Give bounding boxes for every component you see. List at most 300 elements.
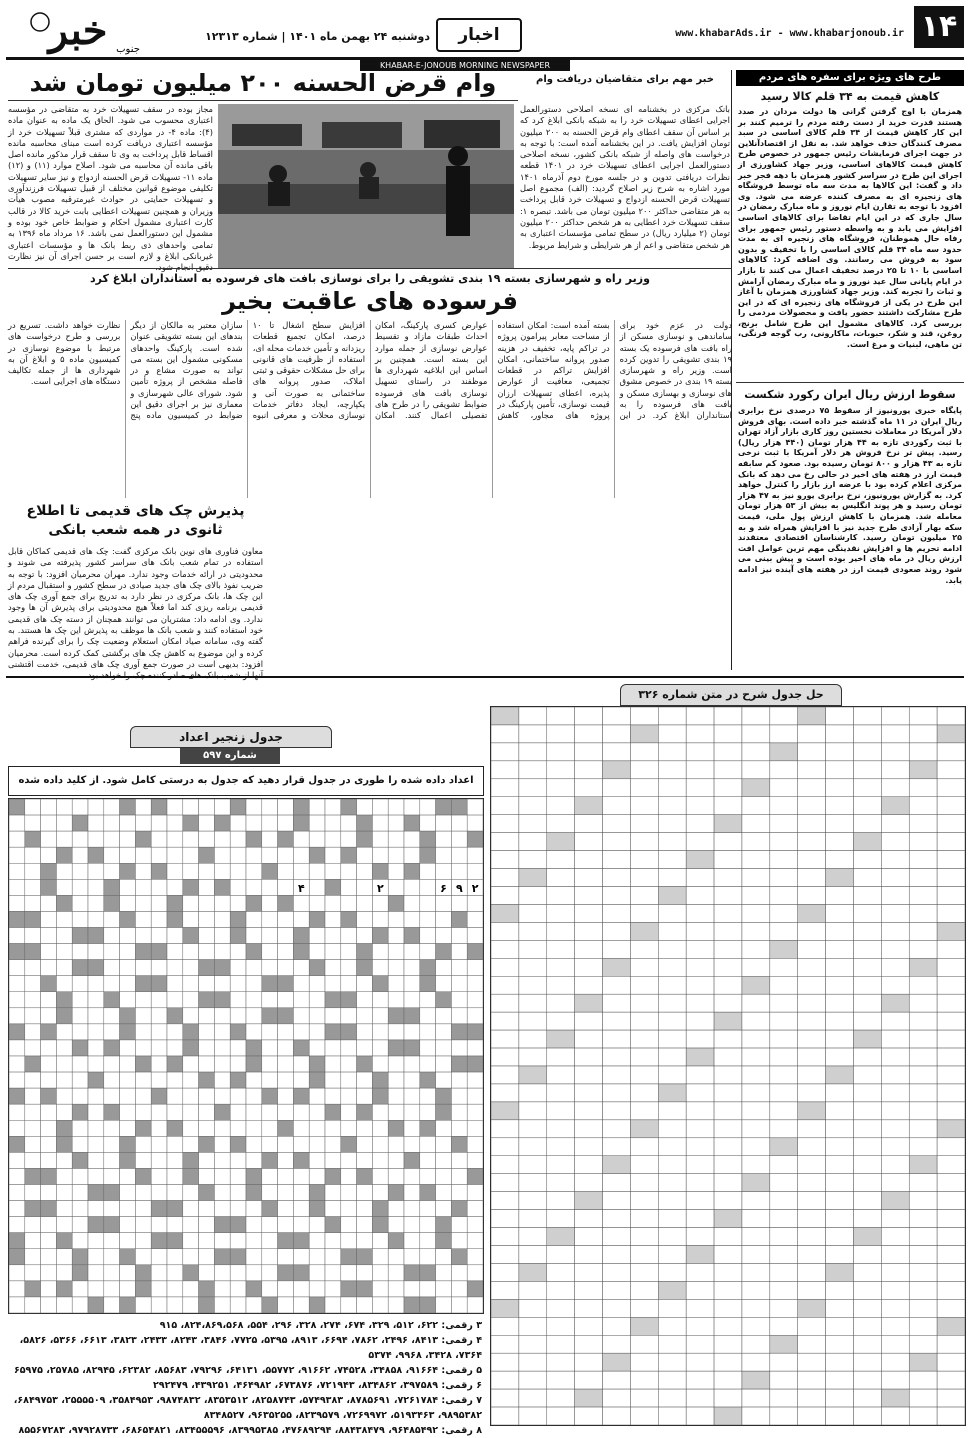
crossword-cell: [881, 797, 909, 815]
number-chain-cell: [436, 1008, 452, 1024]
crossword-cell: [937, 851, 965, 869]
crossword-cell: [519, 833, 547, 851]
crossword-cell: [575, 1263, 603, 1281]
crossword-cell: [630, 833, 658, 851]
number-chain-cell: [309, 911, 325, 927]
number-chain-cell: [246, 1201, 262, 1217]
crossword-cell: [909, 922, 937, 940]
crossword-cell: [742, 1335, 770, 1353]
number-chain-cell: [467, 928, 483, 944]
number-chain-grid[interactable]: [8, 798, 484, 1314]
number-chain-cell: [293, 815, 309, 831]
crossword-cell: [742, 1353, 770, 1371]
crossword-cell: [575, 1371, 603, 1389]
number-chain-cell: [25, 1217, 41, 1233]
crossword-cell: [658, 976, 686, 994]
number-chain-cell: [246, 1152, 262, 1168]
number-chain-cell: [9, 992, 25, 1008]
number-chain-cell: [293, 1265, 309, 1281]
number-chain-cell: [25, 1072, 41, 1088]
crossword-cell: [881, 851, 909, 869]
crossword-cell: [519, 797, 547, 815]
number-chain-cell: [104, 1056, 120, 1072]
number-chain-cell: [278, 1104, 294, 1120]
number-chain-cell: [246, 928, 262, 944]
crossword-cell: [826, 1407, 854, 1425]
number-chain-cell: [309, 879, 325, 895]
number-chain-cell: [451, 944, 467, 960]
number-chain-cell: [199, 1217, 215, 1233]
crossword-cell: [853, 1012, 881, 1030]
crossword-cell: [575, 797, 603, 815]
number-chain-cell: [420, 1265, 436, 1281]
crossword-cell: [630, 1156, 658, 1174]
number-chain-cell: [341, 992, 357, 1008]
crossword-cell: [881, 1353, 909, 1371]
crossword-cell: [881, 707, 909, 725]
number-chain-cell: [451, 1152, 467, 1168]
number-chain-cell: [262, 1233, 278, 1249]
number-chain-cell: [41, 1088, 57, 1104]
crossword-cell: [853, 1066, 881, 1084]
crossword-cell: [770, 1389, 798, 1407]
crossword-cell: [630, 1210, 658, 1228]
number-chain-cell: [56, 1249, 72, 1265]
crossword-cell: [853, 1156, 881, 1174]
crossword-cell: [491, 1317, 519, 1335]
number-chain-cell: [293, 1217, 309, 1233]
number-chain-cell: [104, 992, 120, 1008]
number-chain-cell: [309, 1168, 325, 1184]
crossword-cell: [603, 904, 631, 922]
number-chain-cell: [199, 1120, 215, 1136]
number-chain-cell: [135, 1024, 151, 1040]
number-chain-cell: [25, 1008, 41, 1024]
number-chain-cell: [151, 911, 167, 927]
number-chain-cell: [388, 1136, 404, 1152]
crossword-cell: [909, 797, 937, 815]
number-chain-cell: [404, 815, 420, 831]
number-chain-cell: [120, 831, 136, 847]
number-chain-cell: [436, 799, 452, 815]
crossword-cell: [770, 851, 798, 869]
number-chain-cell: [25, 831, 41, 847]
given-digit: ۹: [455, 881, 463, 895]
crossword-cell: [881, 887, 909, 905]
number-chain-cell: [467, 1120, 483, 1136]
number-chain-cell: [293, 1008, 309, 1024]
crossword-cell: [770, 1335, 798, 1353]
number-chain-cell: [214, 992, 230, 1008]
crossword-cell: [686, 1299, 714, 1317]
number-chain-cell: [120, 976, 136, 992]
number-chain-cell: [325, 1088, 341, 1104]
number-chain-cell: [388, 1088, 404, 1104]
number-chain-cell: [388, 863, 404, 879]
number-chain-cell: [246, 847, 262, 863]
crossword-cell: [770, 1407, 798, 1425]
number-chain-cell: [357, 1056, 373, 1072]
crossword-cell: [881, 1174, 909, 1192]
number-chain-cell: [325, 1281, 341, 1297]
crossword-cell: [519, 1102, 547, 1120]
number-chain-cell: [183, 863, 199, 879]
number-chain-cell: [467, 1201, 483, 1217]
number-chain-cell: [104, 1136, 120, 1152]
crossword-cell: [575, 707, 603, 725]
number-chain-cell: [214, 944, 230, 960]
crossword-cell: [575, 1066, 603, 1084]
number-chain-cell: [9, 1136, 25, 1152]
crossword-cell: [547, 815, 575, 833]
number-chain-cell: [309, 831, 325, 847]
number-chain-cell: [278, 1265, 294, 1281]
number-chain-cell: [151, 944, 167, 960]
number-chain-cell: [135, 960, 151, 976]
crossword-cell: [853, 1335, 881, 1353]
number-chain-cell: [436, 976, 452, 992]
crossword-cell: [853, 1048, 881, 1066]
crossword-cell: [714, 707, 742, 725]
number-chain-cell: [246, 1265, 262, 1281]
number-chain-cell: [88, 928, 104, 944]
crossword-cell: [686, 1174, 714, 1192]
number-chain-cell: [388, 944, 404, 960]
number-chain-cell: [214, 1120, 230, 1136]
crossword-cell: [686, 940, 714, 958]
number-chain-cell: [167, 928, 183, 944]
right-kicker: طرح های ویژه برای سفره های مردم: [736, 70, 964, 86]
number-chain-cell: [214, 1056, 230, 1072]
crossword-cell: [686, 994, 714, 1012]
number-chain-cell: [278, 1056, 294, 1072]
number-chain-cell: [72, 976, 88, 992]
crossword-cell: [630, 1353, 658, 1371]
number-chain-cell: [436, 1024, 452, 1040]
crossword-cell: [575, 869, 603, 887]
number-chain-cell: [88, 1217, 104, 1233]
crossword-cell: [658, 1389, 686, 1407]
crossword-cell: [714, 940, 742, 958]
crossword-cell: [575, 1120, 603, 1138]
crossword-cell: [603, 1371, 631, 1389]
number-chain-cell: [183, 1249, 199, 1265]
number-chain-cell: [88, 1297, 104, 1313]
crossword-cell: [575, 904, 603, 922]
crossword-cell: [853, 904, 881, 922]
crossword-cell: [937, 1317, 965, 1335]
crossword-cell: [630, 815, 658, 833]
crossword-cell: [742, 1048, 770, 1066]
number-chain-cell: [436, 831, 452, 847]
number-chain-cell: [88, 976, 104, 992]
number-chain-cell: [230, 1168, 246, 1184]
number-chain-cell: [262, 1217, 278, 1233]
crossword-cell: [547, 1174, 575, 1192]
number-chain-cell: [278, 847, 294, 863]
crossword-cell: [937, 904, 965, 922]
crossword-cell: [519, 940, 547, 958]
number-chain-cell: [214, 1072, 230, 1088]
crossword-cell: [491, 1192, 519, 1210]
number-chain-cell: [325, 1120, 341, 1136]
crossword-cell: [798, 851, 826, 869]
number-chain-cell: [183, 895, 199, 911]
crossword-cell: [742, 1174, 770, 1192]
crossword-cell: [770, 779, 798, 797]
number-chain-cell: [183, 1024, 199, 1040]
crossword-cell: [826, 1353, 854, 1371]
crossword-cell: [575, 743, 603, 761]
crossword-cell: [853, 1407, 881, 1425]
number-chain-cell: [41, 944, 57, 960]
number-chain-cell: [56, 1120, 72, 1136]
logo-text: خبر: [48, 7, 108, 54]
number-chain-cell: [167, 847, 183, 863]
number-chain-cell: [404, 928, 420, 944]
number-chain-cell: [293, 1136, 309, 1152]
crossword-cell: [881, 1210, 909, 1228]
number-chain-instruction: اعداد داده شده را طوری در جدول قرار دهید که جدول به درستی کامل شود. از کلید داده شده: [8, 766, 484, 796]
number-chain-cell: [25, 960, 41, 976]
bank-photo: [218, 104, 514, 268]
crossword-cell: [881, 1120, 909, 1138]
crossword-cell: [742, 761, 770, 779]
crossword-cell: [826, 1102, 854, 1120]
number-chain-cell: [151, 1281, 167, 1297]
number-chain-cell: [293, 847, 309, 863]
crossword-cell: [491, 779, 519, 797]
crossword-cell: [491, 1371, 519, 1389]
crossword-cell: [742, 851, 770, 869]
number-chain-cell: [262, 1088, 278, 1104]
crossword-cell: [742, 1030, 770, 1048]
number-chain-cell: [104, 1201, 120, 1217]
number-chain-cell: [278, 911, 294, 927]
crossword-cell: [714, 1048, 742, 1066]
crossword-cell: [686, 833, 714, 851]
crossword-cell: [742, 940, 770, 958]
number-chain-cell: [56, 1072, 72, 1088]
crossword-cell: [686, 1102, 714, 1120]
crossword-cell: [658, 1192, 686, 1210]
site-urls[interactable]: www.khabarAds.ir - www.khabarjonoub.ir: [675, 28, 904, 39]
number-chain-cell: [293, 911, 309, 927]
crossword-cell: [519, 922, 547, 940]
number-chain-cell: [199, 928, 215, 944]
crossword-cell: [798, 1192, 826, 1210]
crossword-cell: [881, 1084, 909, 1102]
number-chain-cell: [183, 1088, 199, 1104]
number-chain-cell: [372, 831, 388, 847]
crossword-cell: [714, 1389, 742, 1407]
number-chain-cell: [388, 1024, 404, 1040]
number-chain-cell: [467, 944, 483, 960]
number-chain-cell: [41, 831, 57, 847]
crossword-cell: [909, 1210, 937, 1228]
crossword-cell: [491, 1084, 519, 1102]
crossword-cell: [770, 1012, 798, 1030]
crossword-cell: [630, 1407, 658, 1425]
number-chain-cell: [278, 1136, 294, 1152]
number-chain-cell: [357, 895, 373, 911]
number-chain-cell: [451, 911, 467, 927]
number-chain-cell: [41, 976, 57, 992]
crossword-cell: [658, 1228, 686, 1246]
number-chain-cell: [120, 879, 136, 895]
crossword-cell: [491, 887, 519, 905]
number-chain-cell: [451, 1201, 467, 1217]
crossword-cell: [603, 1012, 631, 1030]
crossword-cell: [798, 815, 826, 833]
crossword-cell: [630, 779, 658, 797]
number-chain-cell: [278, 879, 294, 895]
number-chain-cell: [262, 879, 278, 895]
number-chain-cell: [104, 879, 120, 895]
number-chain-cell: [230, 1185, 246, 1201]
crossword-cell: [547, 1407, 575, 1425]
crossword-cell: [826, 797, 854, 815]
number-chain-cell: [25, 879, 41, 895]
number-chain-cell: [293, 1056, 309, 1072]
crossword-cell: [519, 1012, 547, 1030]
crossword-cell: [909, 1263, 937, 1281]
crossword-cell: [686, 1407, 714, 1425]
crossword-cell: [714, 994, 742, 1012]
crossword-cell: [937, 869, 965, 887]
number-chain-cell: [167, 1185, 183, 1201]
number-chain-cell: [104, 928, 120, 944]
crossword-cell: [714, 1263, 742, 1281]
number-chain-cell: [388, 1120, 404, 1136]
number-chain-cell: [309, 1040, 325, 1056]
number-chain-cell: [325, 960, 341, 976]
number-chain-cell: [167, 895, 183, 911]
number-chain-cell: [293, 1072, 309, 1088]
number-chain-cell: [120, 1281, 136, 1297]
crossword-cell: [909, 851, 937, 869]
number-chain-cell: [436, 992, 452, 1008]
crossword-cell: [770, 922, 798, 940]
crossword-cell: [826, 1281, 854, 1299]
number-chain-cell: [420, 847, 436, 863]
crossword-cell: [491, 1281, 519, 1299]
crossword-cell: [575, 1192, 603, 1210]
number-chain-cell: [388, 960, 404, 976]
answer-line: ۶ رقمی: ۳۹۷۵۸۹، ۸۳۴۸۶۲، ۷۲۱۹۴۳، ۶۷۳۸۷۶، ۴۶۴۹۸۲، ۴۳۹۲۵۱، ۲۹۲۴۷۹: [152, 1380, 482, 1391]
number-chain-cell: [278, 1185, 294, 1201]
crossword-cell: [547, 887, 575, 905]
number-chain-cell: [151, 976, 167, 992]
number-chain-cell: [199, 1152, 215, 1168]
crossword-cell: [826, 1371, 854, 1389]
number-chain-cell: [88, 1136, 104, 1152]
crossword-cell: [798, 707, 826, 725]
number-chain-cell: [72, 1152, 88, 1168]
number-chain-cell: [341, 1217, 357, 1233]
crossword-cell: [575, 1317, 603, 1335]
crossword-cell: [603, 1048, 631, 1066]
number-chain-cell: [309, 1233, 325, 1249]
crossword-cell: [714, 815, 742, 833]
number-chain-cell: [230, 1152, 246, 1168]
number-chain-cell: [309, 1008, 325, 1024]
number-chain-cell: [404, 1281, 420, 1297]
number-chain-cell: [56, 799, 72, 815]
number-chain-cell: [420, 992, 436, 1008]
number-chain-cell: [357, 992, 373, 1008]
number-chain-cell: [167, 1104, 183, 1120]
crossword-cell: [714, 725, 742, 743]
crossword-cell: [519, 1371, 547, 1389]
number-chain-cell: [388, 1201, 404, 1217]
number-chain-cell: [357, 1152, 373, 1168]
crossword-cell: [575, 1174, 603, 1192]
number-chain-cell: [325, 1152, 341, 1168]
crossword-cell: [881, 1299, 909, 1317]
number-chain-cell: [25, 863, 41, 879]
crossword-cell: [491, 1299, 519, 1317]
crossword-cell: [881, 725, 909, 743]
crossword-cell: [547, 1048, 575, 1066]
number-chain-cell: [41, 1233, 57, 1249]
number-chain-cell: [56, 1281, 72, 1297]
crossword-cell: [491, 1228, 519, 1246]
number-chain-cell: [451, 1297, 467, 1313]
number-chain-cell: [72, 1297, 88, 1313]
crossword-cell: [630, 869, 658, 887]
crossword-cell: [826, 1228, 854, 1246]
number-chain-cell: [56, 944, 72, 960]
crossword-cell: [686, 1156, 714, 1174]
crossword-cell: [937, 887, 965, 905]
answer-line: ۵ رقمی: ۹۱۶۶۴، ۳۴۸۵۸، ۷۴۵۲۸، ۹۱۶۶۲، ۵۵۷۷۲، ۶۴۱۳۱، ۷۹۲۹۶، ۸۵۶۸۳، ۶۲۳۸۲، ۸۲۹۴۵، ۲۵۷۸۵، ۶۵۹۷۵: [13, 1365, 482, 1376]
crossword-cell: [603, 761, 631, 779]
number-chain-cell: [293, 1233, 309, 1249]
number-chain-cell: [246, 1040, 262, 1056]
number-chain-cell: [357, 1088, 373, 1104]
crossword-cell: [630, 887, 658, 905]
crossword-cell: [714, 833, 742, 851]
crossword-cell: [909, 725, 937, 743]
crossword-cell: [909, 1120, 937, 1138]
crossword-cell: [686, 1012, 714, 1030]
crossword-cell: [853, 1228, 881, 1246]
crossword-cell: [491, 797, 519, 815]
number-chain-cell: [436, 1185, 452, 1201]
crossword-cell: [742, 1156, 770, 1174]
number-chain-cell: [325, 1265, 341, 1281]
crossword-cell: [658, 1102, 686, 1120]
main-kicker: خبر مهم برای متقاضیان دریافت وام: [536, 74, 714, 85]
number-chain-cell: [9, 799, 25, 815]
crossword-cell: [630, 1246, 658, 1264]
crossword-cell: [937, 1210, 965, 1228]
crossword-cell: [742, 1120, 770, 1138]
crossword-cell: [491, 1102, 519, 1120]
crossword-cell: [826, 707, 854, 725]
number-chain-cell: [372, 1281, 388, 1297]
number-chain-cell: [388, 928, 404, 944]
crossword-cell: [547, 904, 575, 922]
number-chain-cell: [72, 1056, 88, 1072]
crossword-cell: [658, 869, 686, 887]
number-chain-cell: [120, 895, 136, 911]
crossword-cell: [798, 1407, 826, 1425]
number-chain-cell: [183, 815, 199, 831]
crossword-cell: [853, 1389, 881, 1407]
number-chain-cell: [293, 944, 309, 960]
